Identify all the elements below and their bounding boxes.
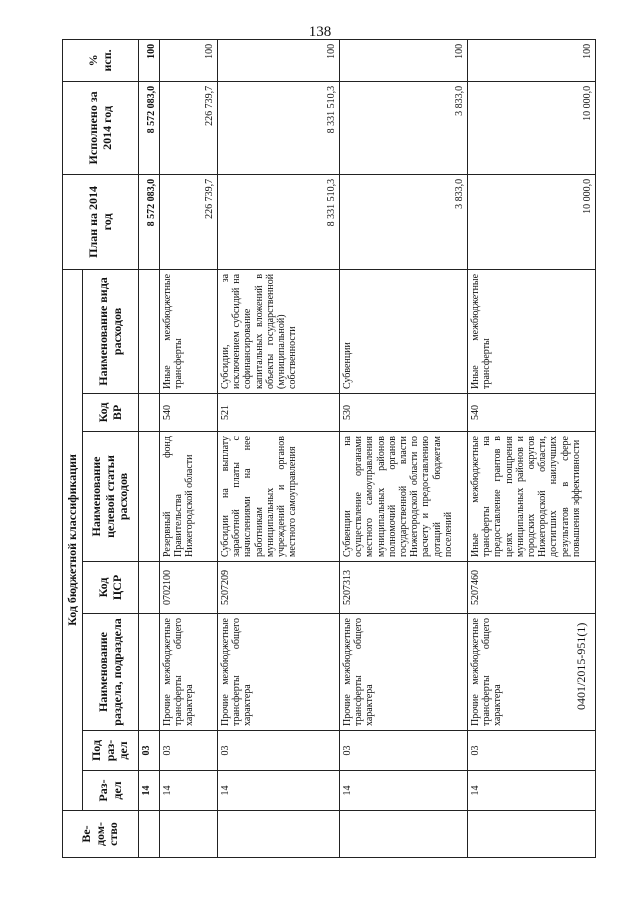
cell-vr: 540 (160, 394, 218, 432)
cell-executed: 3 833,0 (340, 81, 468, 174)
table-row (160, 39, 218, 857)
cell-razdel: 14 (218, 771, 340, 811)
header-vedomstvo: Ве-дом-ство (63, 811, 139, 858)
cell-vr: 530 (340, 394, 468, 432)
cell-plan: 8 331 510,3 (218, 174, 340, 269)
cell-vr-name: Иные межбюджетные трансферты (468, 269, 596, 393)
cell-razdel-name: Прочие межбюджетные трансферты общего характера (468, 614, 596, 731)
cell-podrazdel: 03 (139, 731, 160, 771)
header-podrazdel: Под раз-дел (83, 731, 139, 771)
cell-plan: 3 833,0 (340, 174, 468, 269)
cell-csr: 5207313 (340, 562, 468, 614)
header-classification-group: Код бюджетной классификации (63, 269, 83, 810)
cell-podrazdel: 03 (160, 731, 218, 771)
cell-executed-total: 8 572 083,0 (139, 81, 160, 174)
cell-csr-name: Резервный фонд Правительства Нижегородской области (160, 432, 218, 562)
cell-percent: 100 (218, 39, 340, 81)
cell-vr-name: Субсидии, за исключением субсидий на софинансирование капитальных вложений в объекты государственной (муниципальной) собственности (218, 269, 340, 393)
cell-vr: 540 (468, 394, 596, 432)
cell-razdel-name: Прочие межбюджетные трансферты общего характера (218, 614, 340, 731)
table-row (468, 39, 596, 857)
cell-razdel: 14 (139, 771, 160, 811)
table-row (218, 39, 340, 857)
header-percent: % исп. (63, 39, 139, 81)
cell-csr: 5207460 (468, 562, 596, 614)
cell-razdel: 14 (160, 771, 218, 811)
page-number: 138 (308, 24, 332, 40)
cell-plan-total: 8 572 083,0 (139, 174, 160, 269)
cell-csr: 5207209 (218, 562, 340, 614)
cell-percent: 100 (160, 39, 218, 81)
cell-csr-name: Субсидии на выплату заработной платы с начислениями на нее работникам муниципальных учреждений и органов местного самоуправления (218, 432, 340, 562)
cell-plan: 226 739,7 (160, 174, 218, 269)
budget-table (62, 39, 596, 858)
header-plan: План на 2014 год (63, 174, 139, 269)
cell-percent: 100 (340, 39, 468, 81)
budget-table-rotated (62, 40, 593, 858)
cell-razdel-name: Прочие межбюджетные трансферты общего характера (340, 614, 468, 731)
cell-razdel-name: Прочие межбюджетные трансферты общего характера (160, 614, 218, 731)
header-vr-name: Наименование вида расходов (83, 269, 139, 393)
cell-podrazdel: 03 (340, 731, 468, 771)
header-vr: Код ВР (83, 394, 139, 432)
cell-csr-name: Субвенции на осуществление органами местного самоуправления муниципальных районов полномочий органов государственной власти Нижегородской области по расчету и предоставлению дотаций бюджетам поселений (340, 432, 468, 562)
header-csr-name: Наименование целевой статьи расходов (83, 432, 139, 562)
header-razdel: Раз-дел (83, 771, 139, 811)
cell-executed: 8 331 510,3 (218, 81, 340, 174)
cell-vr-name: Иные межбюджетные трансферты (160, 269, 218, 393)
cell-csr: 0702100 (160, 562, 218, 614)
cell-razdel: 14 (468, 771, 596, 811)
cell-executed: 10 000,0 (468, 81, 596, 174)
table-row-total (139, 39, 160, 857)
cell-podrazdel: 03 (468, 731, 596, 771)
cell-percent: 100 (468, 39, 596, 81)
cell-vr: 521 (218, 394, 340, 432)
cell-csr-name: Иные межбюджетные трансферты на предоставление грантов в целях поощрения муниципальных районов и городских округов Нижегородской области, достигших наилучших результатов в сфере повышения эффективности (468, 432, 596, 562)
cell-razdel: 14 (340, 771, 468, 811)
table-row (340, 39, 468, 857)
document-code: 0401/2015-951(1) (574, 622, 588, 710)
cell-percent-total: 100 (139, 39, 160, 81)
header-executed: Исполнено за 2014 год (63, 81, 139, 174)
header-razdel-name: Наименование раздела, подраздела (83, 614, 139, 731)
cell-vr-name: Субвенции (340, 269, 468, 393)
cell-plan: 10 000,0 (468, 174, 596, 269)
header-csr: Код ЦСР (83, 562, 139, 614)
cell-executed: 226 739,7 (160, 81, 218, 174)
cell-podrazdel: 03 (218, 731, 340, 771)
